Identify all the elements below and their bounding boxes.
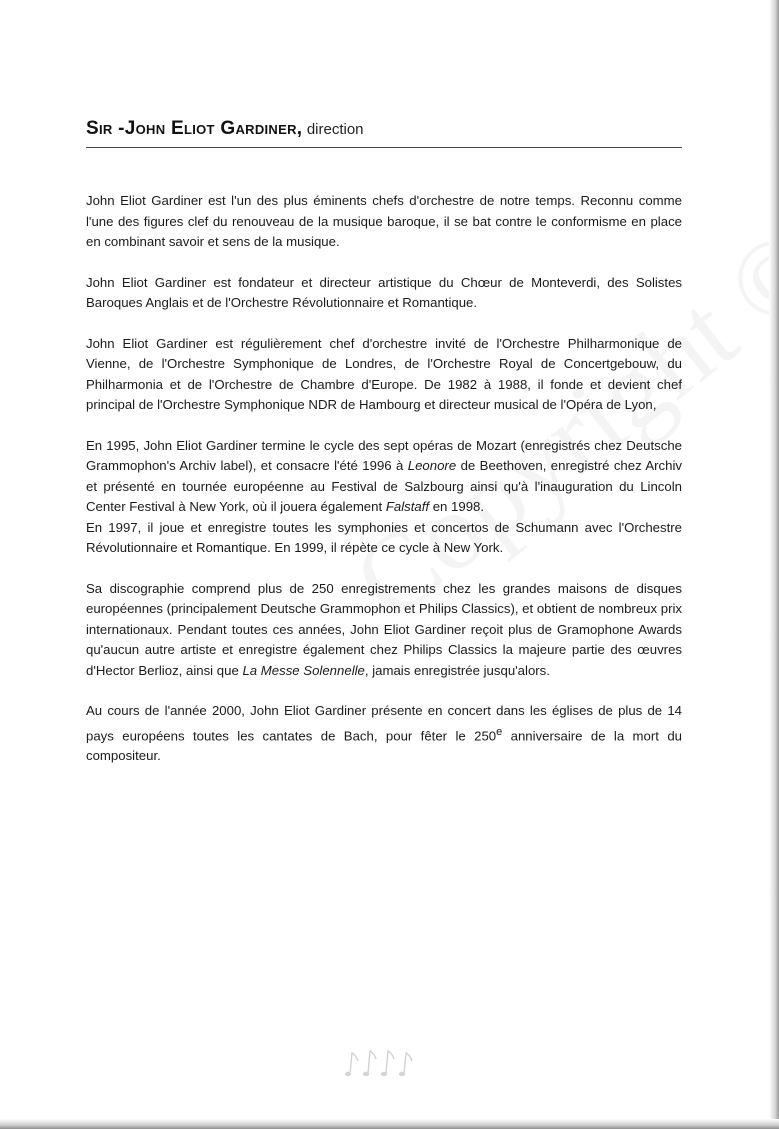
page-edge-shadow-right <box>769 0 779 1129</box>
paragraph-1: John Eliot Gardiner est l'un des plus éminents chefs d'orchestre de notre temps. Reconnu comme l'une des figures clef du renouveau de la musique baroque, il se bat contre le conformisme en place en combinant savoir et sens de la musique. <box>86 193 682 249</box>
paragraph-4-text-a: En 1995, John Eliot Gardiner termine le cycle des sept opéras de Mozart (enregistrés chez Deutsche Grammophon's Archiv label), et consacre l'été 1996 à <box>86 437 682 473</box>
conductor-name: Sir -John Eliot Gardiner, <box>86 118 303 139</box>
title-leonore: Leonore <box>407 458 457 473</box>
paragraph-3: John Eliot Gardiner est régulièrement chef d'orchestre invité de l'Orchestre Philharmonique de Vienne, de l'Orchestre Symphonique de Londres, de l'Orchestre Royal de Concertgebouw, du Philharmonia et de l'Orchestre de Chambre d'Europe. De 1982 à 1988, il fonde et devient chef principal de l'Orchestre Symphonique NDR de Hambourg et directeur musical de l'Opéra de Lyon, <box>86 335 682 412</box>
title-falstaff: Falstaff <box>385 499 430 514</box>
paragraph-7-text-a: Au cours de l'année 2000, John Eliot Gardiner présente en concert dans les églises de plus de 14 pays européens toutes les cantates de Bach, pour fêter le 250 <box>86 703 682 743</box>
paragraph-4-text-e: en 1998. <box>429 499 485 514</box>
paragraph-4-text-c: de Beethoven, enregistré chez Archiv et présenté en tournée européenne au Festival de Salzbourg ainsi qu'à l'inauguration du Lincoln Center Festival à New York, où il jouera également <box>86 458 682 514</box>
paragraph-6-text-c: , jamais enregistrée jusqu'alors. <box>364 662 550 678</box>
paragraph-4 <box>86 436 682 518</box>
paragraph-6-text-a: Sa discographie comprend plus de 250 enregistrements chez les grandes maisons de disques européennes (principalement Deutsche Grammophon et Philips Classics), et obtient de nombreux prix internationaux. Pendant toutes ces années, John Eliot Gardiner reçoit plus de Gramophone Awards qu'aucun autre artiste et enregistre également chez Philips Classics la majeure partie des œuvres d'Hector Berlioz, ainsi que <box>86 580 682 678</box>
paragraph-2: John Eliot Gardiner est fondateur et directeur artistique du Chœur de Monteverdi, des Solistes Baroques Anglais et de l'Orchestre Révolutionnaire et Romantique. <box>86 274 682 310</box>
paragraph-6 <box>86 579 682 682</box>
paragraph-5: En 1997, il joue et enregistre toutes les symphonies et concertos de Schumann avec l'Orchestre Révolutionnaire et Romantique. En 1999, il répète ce cycle à New York. <box>86 519 682 555</box>
page-heading <box>86 118 682 148</box>
biography-text <box>86 191 682 787</box>
paragraph-7-text-b: anniversaire de la mort du compositeur. <box>86 727 682 764</box>
music-notes-icon <box>336 1045 416 1081</box>
page-edge-shadow-bottom <box>0 1119 779 1129</box>
title-messe-solennelle: La Messe Solennelle <box>242 662 365 678</box>
ordinal-superscript: e <box>496 725 503 738</box>
conductor-role: direction <box>306 121 364 138</box>
paragraph-7 <box>86 701 682 767</box>
